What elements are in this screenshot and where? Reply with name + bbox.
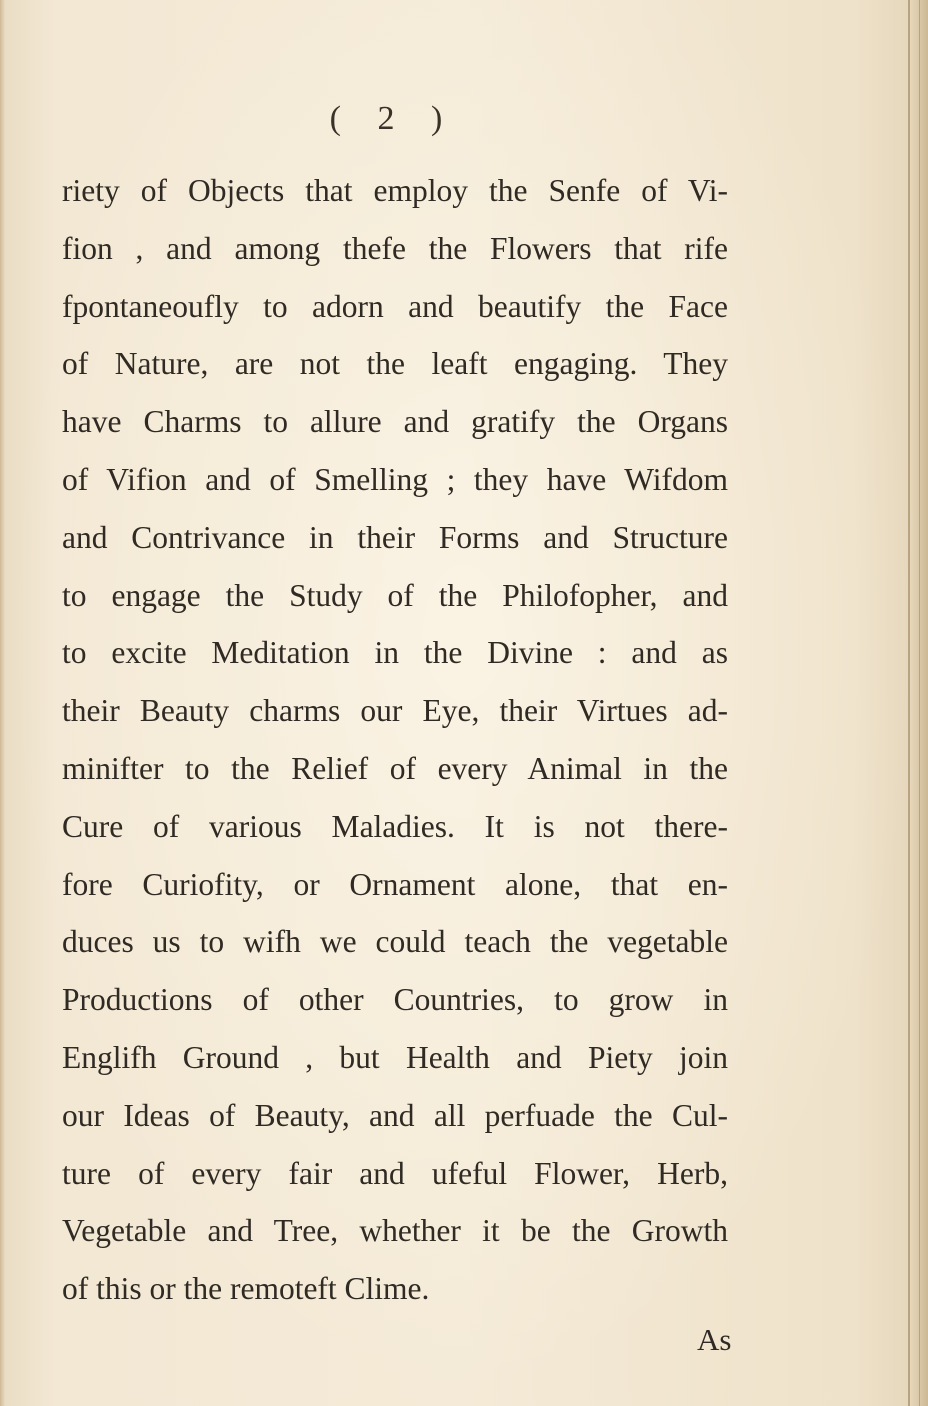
text-line: have Charms to allure and gratify the Organs xyxy=(62,404,728,440)
text-line: riety of Objects that employ the Senfe of Vi- xyxy=(62,173,728,208)
text-line: Englifh Ground , but Health and Piety join xyxy=(62,1039,728,1075)
text-line: Productions of other Countries, to grow in xyxy=(62,982,728,1018)
text-line: of Vifion and of Smelling ; they have Wifdom xyxy=(62,461,728,497)
body-text xyxy=(62,162,728,1318)
text-line: our Ideas of Beauty, and all perfuade the Cul- xyxy=(62,1097,728,1133)
text-line: Vegetable and Tree, whether it be the Growth xyxy=(62,1213,728,1249)
page-stack-line xyxy=(919,0,920,1406)
text-line: fion , and among thefe the Flowers that rife xyxy=(62,230,728,266)
text-line: of Nature, are not the leaft engaging. They xyxy=(62,346,728,382)
page-left-edge xyxy=(0,0,5,1406)
page-number: ( 2 ) xyxy=(329,100,457,137)
catchword: As xyxy=(697,1322,732,1357)
text-line-last: of this or the remoteft Clime. xyxy=(62,1271,430,1307)
text-line: minifter to the Relief of every Animal in the xyxy=(62,750,728,786)
text-line: duces us to wifh we could teach the vegetable xyxy=(62,924,728,960)
text-line: fore Curiofity, or Ornament alone, that en- xyxy=(62,866,728,902)
text-line: ture of every fair and ufeful Flower, Herb, xyxy=(62,1155,728,1191)
text-line: Cure of various Maladies. It is not there- xyxy=(62,808,728,844)
text-line: fpontaneoufly to adorn and beautify the Face xyxy=(62,288,728,324)
page-right-edge xyxy=(908,0,928,1406)
text-line: to excite Meditation in the Divine : and as xyxy=(62,635,728,671)
text-line: to engage the Study of the Philofopher, and xyxy=(62,577,728,613)
text-line: their Beauty charms our Eye, their Virtues ad- xyxy=(62,693,728,729)
text-line: and Contrivance in their Forms and Structure xyxy=(62,519,728,555)
